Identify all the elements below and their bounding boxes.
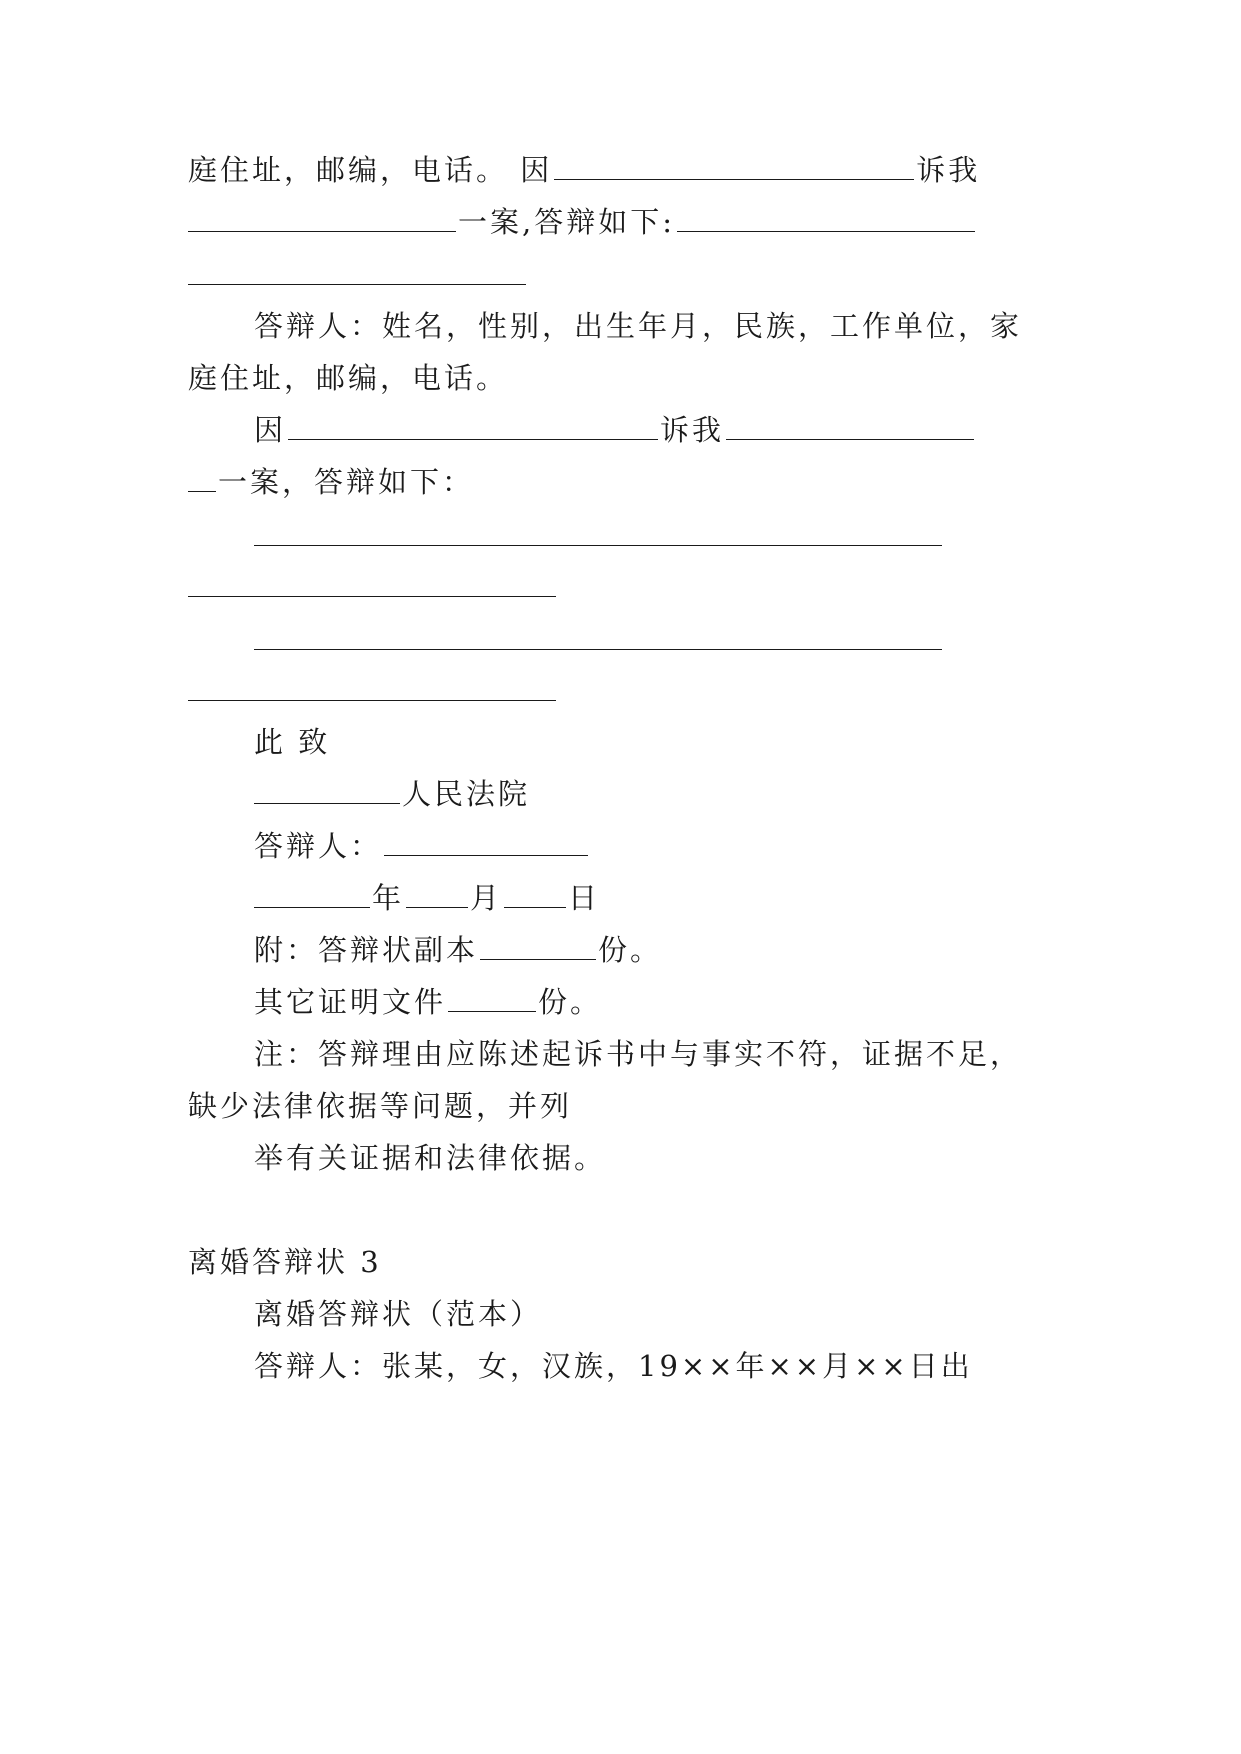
blank-field-day[interactable] — [504, 885, 566, 908]
copies-unit-text: 份。 — [598, 933, 663, 967]
blank-rule-reply-2[interactable] — [188, 284, 526, 285]
defendant-label: 答辩人： — [254, 829, 383, 863]
note-line-1: 注：答辩理由应陈述起诉书中与事实不符，证据不足， — [254, 1037, 1023, 1071]
defendant-sign-line — [254, 826, 1134, 866]
blank-field-plaintiff[interactable] — [554, 157, 914, 180]
sue-me-text-2: 诉我 — [660, 413, 725, 447]
address-phone-because-text: 庭住址，邮编，电话。 因 — [188, 153, 553, 187]
case-reply-text-2: 一案，答辩如下： — [218, 465, 475, 499]
day-text: 日 — [568, 881, 601, 915]
blank-rule-reply-b2[interactable] — [188, 700, 556, 701]
text-line-1 — [188, 150, 1068, 190]
because-text: 因 — [254, 413, 287, 447]
salutation-line: 此 致 — [254, 725, 331, 759]
note-line-2: 缺少法律依据等问题，并列 — [188, 1089, 573, 1123]
blank-rule-reply-a2[interactable] — [188, 596, 556, 597]
date-line — [254, 878, 1134, 918]
blank-field-copies[interactable] — [480, 937, 596, 960]
blank-field-defendant-sign[interactable] — [384, 833, 588, 856]
defendant-example-line: 答辩人：张某，女，汉族，19××年××月××日出 — [254, 1349, 973, 1383]
defendant-info-line: 答辩人：姓名，性别，出生年月，民族，工作单位，家 — [254, 309, 1023, 343]
blank-field-other-docs[interactable] — [448, 989, 536, 1012]
month-text: 月 — [470, 881, 503, 915]
section-heading: 离婚答辩状 3 — [188, 1245, 382, 1279]
sue-me-text: 诉我 — [916, 153, 981, 187]
other-docs-unit-text: 份。 — [538, 985, 603, 1019]
attachment-copies-label: 附：答辩状副本 — [254, 933, 479, 967]
blank-rule-reply-b1[interactable] — [254, 649, 942, 650]
court-line — [254, 774, 1134, 814]
blank-rule-reply-a1[interactable] — [254, 545, 942, 546]
blank-field-case-2-cont[interactable] — [188, 469, 216, 492]
blank-field-reply-1[interactable] — [677, 209, 975, 232]
other-documents-line — [254, 982, 1134, 1022]
case-reply-text: 一案,答辩如下: — [458, 205, 675, 239]
year-text: 年 — [372, 881, 405, 915]
blank-field-plaintiff-2[interactable] — [288, 417, 658, 440]
court-text: 人民法院 — [402, 777, 531, 811]
attachment-copies-line — [254, 930, 1134, 970]
blank-field-year[interactable] — [254, 885, 370, 908]
blank-field-court[interactable] — [254, 781, 400, 804]
blank-field-case-2[interactable] — [726, 417, 974, 440]
text-line-6 — [254, 410, 1134, 450]
address-line: 庭住址，邮编，电话。 — [188, 361, 509, 395]
blank-field-month[interactable] — [406, 885, 468, 908]
text-line-7 — [188, 462, 1068, 502]
note-line-3: 举有关证据和法律依据。 — [254, 1141, 607, 1175]
blank-field-case[interactable] — [188, 209, 456, 232]
template-title: 离婚答辩状（范本） — [254, 1297, 543, 1331]
other-documents-label: 其它证明文件 — [254, 985, 447, 1019]
text-line-2 — [188, 202, 1068, 242]
